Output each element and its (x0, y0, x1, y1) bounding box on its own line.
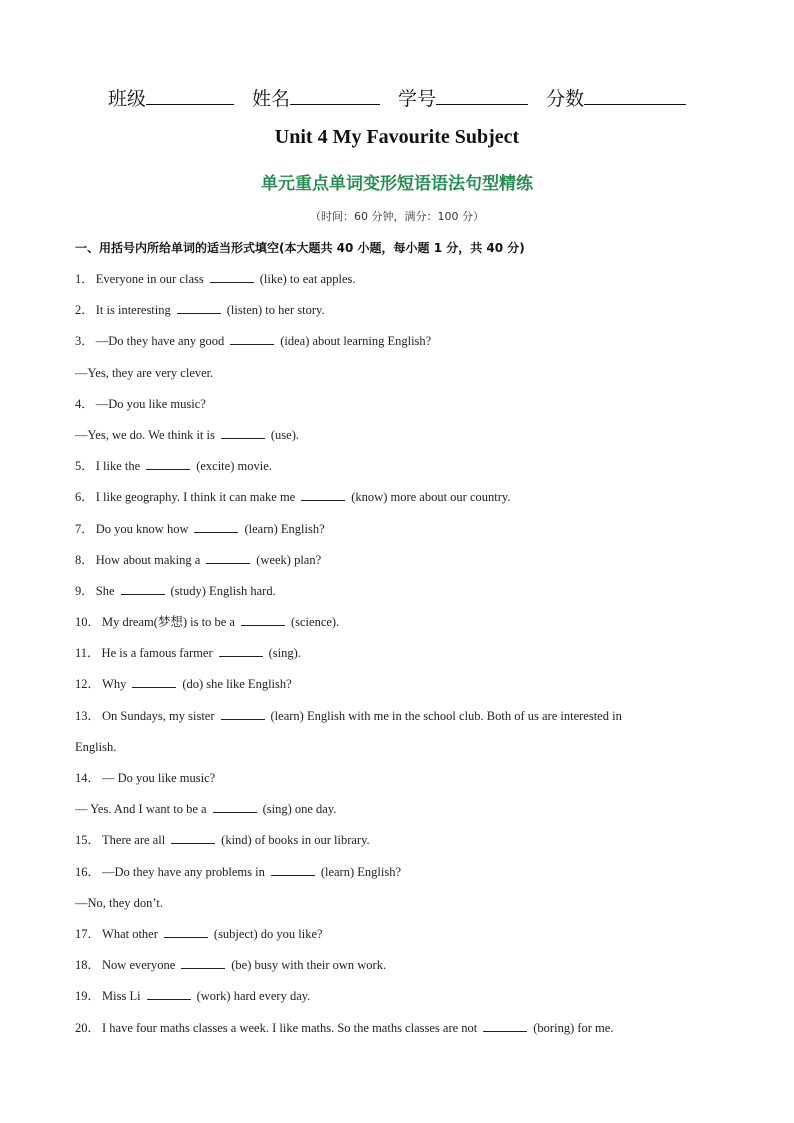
question-text-after: (week) plan? (256, 552, 322, 567)
answer-blank[interactable] (230, 332, 274, 345)
question-text-before: —Do they have any problems in (102, 864, 265, 879)
question-line (75, 394, 725, 425)
answer-blank[interactable] (147, 987, 191, 1000)
question-text-before: She (95, 583, 115, 598)
question-text-before: I like the (95, 459, 141, 474)
question-text-after: (listen) to her story. (226, 303, 325, 318)
question-text-before: What other (102, 926, 158, 941)
id-blank[interactable] (436, 86, 528, 105)
question-number: 2． (75, 303, 94, 318)
name-label: 姓名 (251, 88, 290, 110)
answer-blank[interactable] (164, 925, 208, 938)
question-text-after: (boring) for me. (533, 1020, 614, 1035)
question-text: English. (75, 739, 117, 754)
question-number: 8． (75, 552, 94, 567)
question-line (75, 425, 725, 456)
question-text-after: (be) busy with their own work. (231, 958, 387, 973)
question-number: 20． (75, 1020, 101, 1035)
answer-blank[interactable] (206, 551, 250, 564)
answer-blank[interactable] (213, 800, 257, 813)
question-line (75, 487, 725, 518)
question-text-after: (like) to eat apples. (259, 272, 356, 286)
question-number: 5． (75, 459, 94, 474)
question-text-before: There are all (102, 833, 166, 848)
question-number: 18． (75, 958, 101, 973)
name-field (252, 88, 386, 110)
question-number: 1． (75, 272, 94, 286)
question-text-after: (work) hard every day. (196, 989, 311, 1004)
answer-blank[interactable] (194, 520, 238, 533)
answer-blank[interactable] (210, 270, 254, 283)
student-info-line (0, 84, 794, 111)
score-blank[interactable] (584, 86, 686, 105)
question-number: 14． (75, 771, 101, 785)
question-line (75, 269, 725, 300)
answer-blank[interactable] (181, 956, 225, 969)
answer-blank[interactable] (221, 707, 265, 720)
question-number: 11． (75, 646, 100, 661)
question-number: 3． (75, 334, 94, 349)
page-subtitle: 单元重点单词变形短语语法句型精练 (261, 174, 533, 194)
question-text-before: Miss Li (102, 989, 141, 1004)
page-title: Unit 4 My Favourite Subject (274, 126, 520, 148)
question-text-after: (know) more about our country. (351, 490, 511, 505)
question-text-after: (science). (290, 615, 340, 630)
question-text-after: (sing) one day. (262, 802, 337, 817)
id-label: 学号 (398, 88, 437, 110)
question-line (75, 955, 725, 986)
question-number: 10． (75, 615, 101, 630)
id-field (398, 88, 534, 110)
answer-blank[interactable] (221, 426, 265, 439)
question-line (75, 331, 725, 362)
question-text-before: —Do they have any good (95, 334, 225, 349)
question-number: 13． (75, 708, 101, 723)
question-number: 19． (75, 989, 101, 1004)
question-number: 9． (75, 583, 94, 598)
question-text-after: (sing). (268, 646, 301, 661)
question-text-after: (idea) about learning English? (280, 334, 432, 349)
question-number: 12． (75, 677, 101, 692)
question-text-before: Why (102, 677, 127, 692)
question-line (75, 830, 725, 861)
question-text-after: (study) English hard. (170, 583, 276, 598)
answer-blank[interactable] (241, 613, 285, 626)
question-line (75, 737, 725, 768)
question-line (75, 799, 725, 830)
question-text-after: (learn) English with me in the school club. Both of us are interested in (270, 708, 622, 723)
class-blank[interactable] (146, 86, 234, 105)
class-label: 班级 (107, 88, 146, 110)
question-text: — Do you like music? (102, 771, 216, 785)
question-text-after: (subject) do you like? (213, 926, 323, 941)
question-line (75, 550, 725, 581)
answer-blank[interactable] (177, 301, 221, 314)
question-text-before: Everyone in our class (95, 272, 204, 286)
question-line (75, 363, 725, 394)
question-number: 6． (75, 490, 94, 505)
answer-blank[interactable] (219, 644, 263, 657)
question-line (75, 674, 725, 705)
answer-blank[interactable] (121, 582, 165, 595)
question-line (75, 643, 725, 674)
question-line (75, 862, 725, 893)
question-line (75, 706, 725, 737)
answer-blank[interactable] (132, 675, 176, 688)
question-number: 17． (75, 926, 101, 941)
question-text-before: How about making a (95, 552, 201, 567)
question-text: —No, they don’t. (75, 895, 163, 910)
question-line (75, 519, 725, 550)
question-text-before: — Yes. And I want to be a (75, 802, 207, 817)
question-text-after: (use). (270, 427, 299, 442)
question-text-before: Now everyone (102, 958, 176, 973)
question-text-after: (excite) movie. (196, 459, 272, 474)
question-number: 4． (75, 396, 94, 411)
question-number: 7． (75, 521, 94, 536)
question-text-before: —Yes, we do. We think it is (75, 427, 215, 442)
score-field (546, 88, 686, 110)
question-text-before: I have four maths classes a week. I like maths. So the maths classes are not (102, 1020, 478, 1035)
question-text-after: (do) she like English? (182, 677, 292, 692)
section-heading: 一、用括号内所给单词的适当形式填空(本大题共 40 小题，每小题 1 分，共 40 分) (75, 241, 525, 255)
question-text-after: (learn) English? (244, 521, 325, 536)
question-text: —Yes, they are very clever. (75, 365, 214, 380)
question-text-before: My dream(梦想) is to be a (102, 615, 235, 630)
question-text-before: I like geography. I think it can make me (95, 490, 296, 505)
question-line (75, 986, 725, 1017)
question-text-after: (kind) of books in our library. (221, 833, 370, 848)
answer-blank[interactable] (271, 863, 315, 876)
answer-blank[interactable] (171, 831, 215, 844)
question-text-before: It is interesting (95, 303, 171, 318)
question-text-after: (learn) English? (320, 864, 402, 879)
answer-blank[interactable] (301, 488, 345, 501)
question-line (75, 768, 725, 799)
question-list (75, 269, 725, 1049)
question-text-before: On Sundays, my sister (102, 708, 215, 723)
question-line (75, 924, 725, 955)
time-note: （时间：60 分钟，满分：100 分） (310, 210, 484, 223)
question-text-before: Do you know how (95, 521, 189, 536)
question-text-before: He is a famous farmer (101, 646, 213, 661)
score-label: 分数 (546, 88, 585, 110)
answer-blank[interactable] (146, 457, 190, 470)
question-line (75, 581, 725, 612)
question-number: 15． (75, 833, 101, 848)
answer-blank[interactable] (483, 1019, 527, 1032)
name-blank[interactable] (290, 86, 380, 105)
question-number: 16． (75, 864, 101, 879)
question-line (75, 612, 725, 643)
question-line (75, 1018, 725, 1049)
question-line (75, 893, 725, 924)
class-field (108, 88, 240, 110)
question-text: —Do you like music? (95, 396, 206, 411)
question-line (75, 456, 725, 487)
question-line (75, 300, 725, 331)
